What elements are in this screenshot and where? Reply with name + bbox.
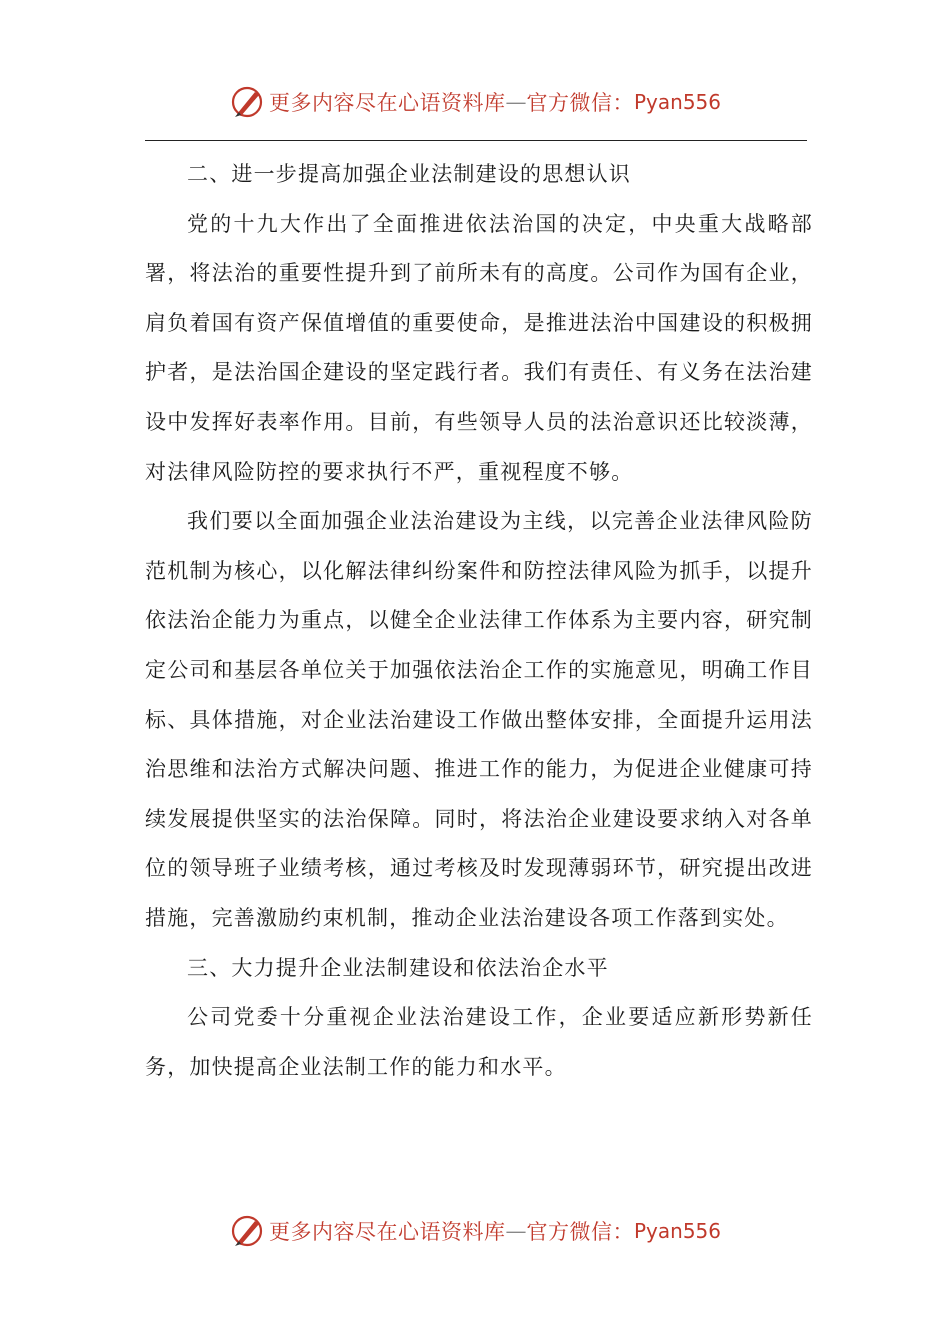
document-body	[145, 150, 813, 1092]
footer-separator: —	[505, 1219, 527, 1243]
footer-wechat-label: 官方微信：	[526, 1220, 634, 1244]
section-heading-2: 二、进一步提高加强企业法制建设的思想认识	[187, 162, 631, 186]
pen-logo-icon	[229, 84, 265, 120]
footer-banner	[0, 1211, 950, 1251]
section-heading-3: 三、大力提升企业法制建设和依法治企水平	[187, 955, 609, 980]
footer-wechat-id: Pyan556	[633, 1219, 721, 1243]
paragraph: 公司党委十分重视企业法治建设工作，企业要适应新形势新任务，加快提高企业法制工作的能力和水平。	[145, 1005, 813, 1079]
header-separator: —	[505, 90, 527, 114]
header-banner	[0, 82, 950, 122]
pen-logo-icon	[229, 1213, 265, 1249]
paragraph: 党的十九大作出了全面推进依法治国的决定，中央重大战略部署，将法治的重要性提升到了前所未有的高度。公司作为国有企业，肩负着国有资产保值增值的重要使命，是推进法治中国建设的积极拥护者，是法治国企建设的坚定践行者。我们有责任、有义务在法治建设中发挥好表率作用。目前，有些领导人员的法治意识还比较淡薄，对法律风险防控的要求执行不严，重视程度不够。	[145, 211, 813, 484]
paragraph: 我们要以全面加强企业法治建设为主线，以完善企业法律风险防范机制为核心，以化解法律纠纷案件和防控法律风险为抓手，以提升依法治企能力为重点，以健全企业法律工作体系为主要内容，研究制定公司和基层各单位关于加强依法治企工作的实施意见，明确工作目标、具体措施，对企业法治建设工作做出整体安排，全面提升运用法治思维和法治方式解决问题、推进工作的能力，为促进企业健康可持续发展提供坚实的法治保障。同时，将法治企业建设要求纳入对各单位的领导班子业绩考核，通过考核及时发现薄弱环节，研究提出改进措施，完善激励约束机制，推动企业法治建设各项工作落到实处。	[145, 509, 813, 930]
footer-site-text: 更多内容尽在心语资料库	[268, 1220, 506, 1244]
header-site-text: 更多内容尽在心语资料库	[268, 91, 506, 115]
header-wechat-label: 官方微信：	[526, 91, 634, 115]
header-divider	[145, 140, 807, 141]
header-wechat-id: Pyan556	[633, 90, 721, 114]
